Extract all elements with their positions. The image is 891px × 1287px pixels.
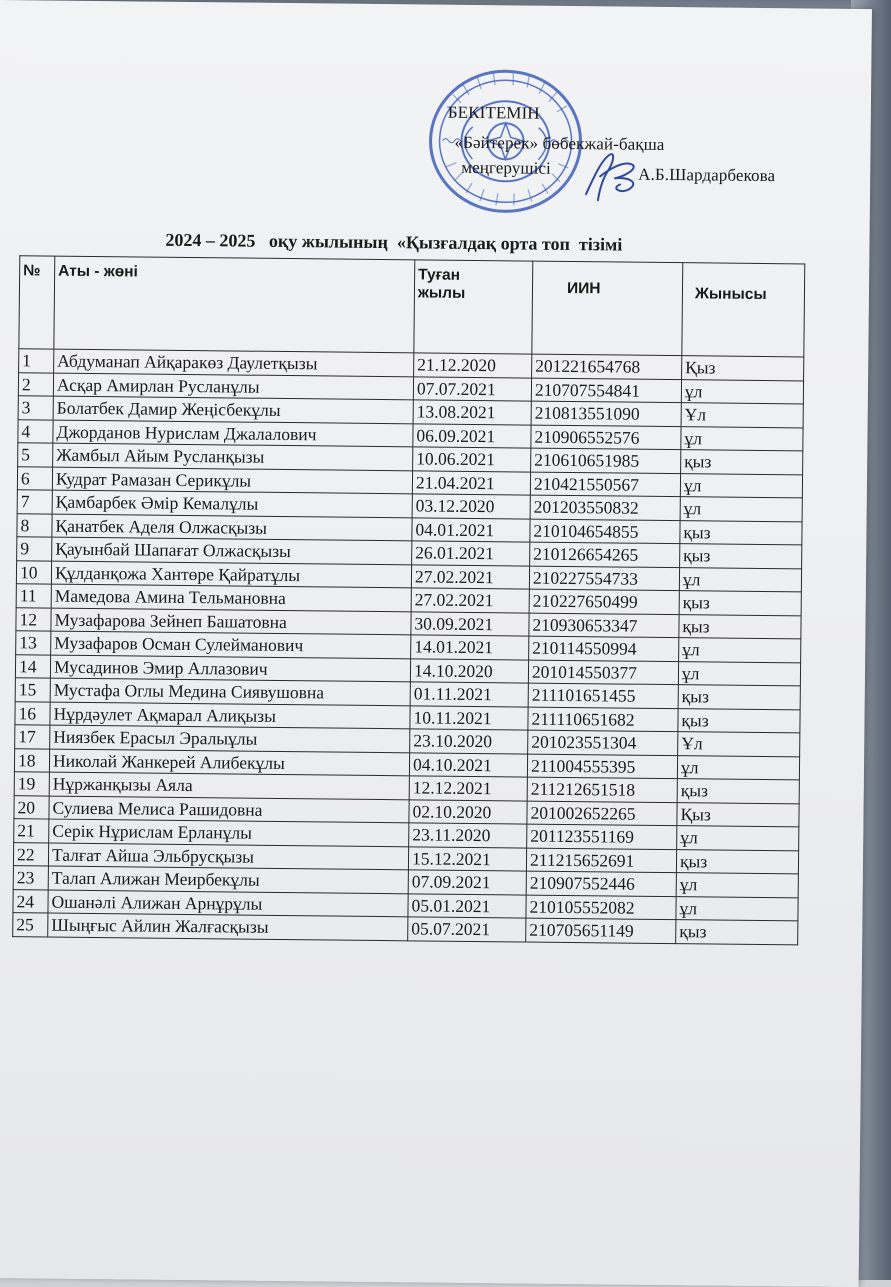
gender: ұл (681, 426, 803, 451)
child-name: Қауынбай Шапағат Олжасқызы (52, 537, 412, 564)
child-name: Асқар Амирлан Русланұлы (53, 373, 413, 400)
birth-date: 05.01.2021 (408, 893, 526, 918)
header-gender (682, 263, 805, 357)
gender: қыз (681, 450, 803, 475)
row-number: 22 (13, 842, 48, 866)
iin-number: 210707554841 (531, 378, 681, 403)
gender: қыз (678, 685, 800, 710)
gender: қыз (678, 708, 800, 733)
header-name: Аты - жөні (54, 256, 415, 353)
birth-date: 14.10.2020 (410, 658, 528, 683)
row-number: 18 (14, 748, 49, 772)
gender: ұл (676, 896, 798, 921)
gender: қыз (680, 544, 802, 569)
gender: Ұл (678, 732, 800, 757)
birth-date: 21.12.2020 (414, 353, 532, 378)
gender: Ұл (681, 403, 803, 428)
birth-date: 01.11.2021 (410, 682, 528, 707)
row-number: 25 (13, 913, 48, 937)
approval-heading: БЕКІТЕМІН (447, 102, 540, 123)
approval-role: меңгерушісі (461, 157, 552, 178)
row-number: 5 (18, 443, 53, 467)
iin-number: 210105552082 (526, 895, 676, 920)
child-name: Қанатбек Аделя Олжасқызы (52, 514, 412, 541)
row-number: 14 (15, 654, 50, 678)
birth-date: 10.06.2021 (413, 447, 531, 472)
iin-number: 201123551169 (527, 824, 677, 849)
child-name: Ошанәлі Алижан Арнұрұлы (48, 890, 408, 917)
birth-date: 07.09.2021 (408, 870, 526, 895)
gender: қыз (677, 779, 799, 804)
iin-number: 210930653347 (529, 613, 679, 638)
iin-number: 210421550567 (530, 472, 680, 497)
row-number: 19 (14, 772, 49, 796)
row-number: 7 (17, 490, 52, 514)
child-name: Талап Алижан Меирбекұлы (48, 866, 408, 893)
gender: Қыз (677, 802, 799, 827)
gender: қыз (676, 920, 798, 945)
iin-number: 211101651455 (528, 683, 678, 708)
gender: қыз (679, 614, 801, 639)
birth-date: 30.09.2021 (411, 611, 529, 636)
iin-number: 210104654855 (530, 519, 680, 544)
birth-date: 06.09.2021 (413, 423, 531, 448)
iin-number: 210907552446 (526, 871, 676, 896)
child-name: Болатбек Дамир Жеңісбекұлы (53, 396, 413, 423)
header-birth-date-line2: жылы (417, 284, 466, 302)
child-name: Музафарова Зейнеп Башатовна (51, 608, 411, 635)
child-name: Сулиева Мелиса Рашидовна (49, 796, 409, 823)
birth-date: 13.08.2021 (413, 400, 531, 425)
birth-date: 04.10.2021 (409, 752, 527, 777)
birth-date: 15.12.2021 (408, 846, 526, 871)
approval-signer: А.Б.Шардарбекова (638, 164, 776, 186)
table-header-row (19, 256, 805, 357)
row-number: 21 (14, 819, 49, 843)
row-number: 1 (19, 349, 54, 373)
iin-number: 201221654768 (532, 354, 682, 379)
children-roster-table (12, 255, 805, 945)
gender: ұл (680, 473, 802, 498)
row-number: 11 (16, 584, 51, 608)
row-number: 15 (15, 678, 50, 702)
iin-number: 201002652265 (527, 801, 677, 826)
child-name: Серік Нұрислам Ерланұлы (49, 819, 409, 846)
child-name: Мустафа Оглы Медина Сиявушовна (50, 678, 410, 705)
document-title: 2024 – 2025 оқу жылының «Қызғалдақ орта топ тізімі (165, 229, 623, 255)
iin-number: 211212651518 (527, 777, 677, 802)
iin-number: 210227554733 (529, 566, 679, 591)
gender: қыз (679, 591, 801, 616)
child-name: Нұрдәулет Ақмарал Алиқызы (50, 702, 410, 729)
child-name: Шыңғыс Айлин Жалғасқызы (48, 913, 408, 940)
child-name: Кудрат Рамазан Серикұлы (52, 467, 412, 494)
iin-number: 210114550994 (529, 636, 679, 661)
gender: қыз (676, 849, 798, 874)
child-name: Талғат Айша Эльбрусқызы (48, 843, 408, 870)
row-number: 4 (18, 419, 53, 443)
table-body (13, 349, 804, 945)
iin-number: 211215652691 (526, 848, 676, 873)
gender: ұл (677, 826, 799, 851)
row-number: 20 (14, 795, 49, 819)
gender: ұл (676, 873, 798, 898)
birth-date: 21.04.2021 (412, 470, 530, 495)
birth-date: 23.11.2020 (409, 823, 527, 848)
row-number: 8 (17, 513, 52, 537)
gender: ұл (678, 661, 800, 686)
iin-number: 201203550832 (530, 495, 680, 520)
birth-date: 23.10.2020 (410, 729, 528, 754)
iin-number: 210126654265 (530, 542, 680, 567)
approval-block (0, 0, 891, 209)
iin-number: 211110651682 (528, 707, 678, 732)
approval-organization: «Бәйтерек» бөбекжай-бақша (454, 132, 665, 154)
gender: ұл (681, 379, 803, 404)
child-name: Қамбарбек Әмір Кемалұлы (52, 490, 412, 517)
header-birth-date-line1: Туған (418, 266, 461, 284)
child-name: Ниязбек Ерасыл Эралыұлы (50, 725, 410, 752)
birth-date: 04.01.2021 (412, 517, 530, 542)
header-gender-label: Жынысы (694, 285, 767, 304)
iin-number: 211004555395 (527, 754, 677, 779)
birth-date: 12.12.2021 (409, 776, 527, 801)
iin-number: 210705651149 (526, 918, 676, 943)
birth-date: 27.02.2021 (411, 588, 529, 613)
birth-date: 05.07.2021 (408, 917, 526, 942)
child-name: Абдуманап Айқаракөз Даулетқызы (54, 349, 414, 376)
row-number: 3 (18, 396, 53, 420)
gender: ұл (679, 567, 801, 592)
birth-date: 07.07.2021 (413, 376, 531, 401)
header-number: № (19, 256, 55, 349)
header-birth-date (414, 260, 533, 354)
birth-date: 14.01.2021 (411, 635, 529, 660)
header-iin-label: ИИН (566, 279, 601, 298)
row-number: 6 (17, 466, 52, 490)
child-name: Джорданов Нурислам Джалалович (53, 420, 413, 447)
row-number: 17 (15, 725, 50, 749)
gender: ұл (680, 497, 802, 522)
row-number: 16 (15, 701, 50, 725)
gender: Қыз (682, 356, 804, 381)
iin-number: 210610651985 (531, 448, 681, 473)
child-name: Жамбыл Айым Русланқызы (53, 443, 413, 470)
child-name: Нұржанқызы Аяла (49, 772, 409, 799)
birth-date: 10.11.2021 (410, 705, 528, 730)
birth-date: 27.02.2021 (411, 564, 529, 589)
child-name: Мамедова Амина Тельмановна (51, 584, 411, 611)
row-number: 12 (16, 607, 51, 631)
row-number: 13 (16, 631, 51, 655)
child-name: Мусадинов Эмир Аллазович (50, 655, 410, 682)
birth-date: 26.01.2021 (412, 541, 530, 566)
birth-date: 02.10.2020 (409, 799, 527, 824)
iin-number: 210906552576 (531, 425, 681, 450)
iin-number: 201014550377 (528, 660, 678, 685)
child-name: Құлданқожа Хантөре Қайратұлы (51, 561, 411, 588)
gender: ұл (679, 638, 801, 663)
gender: қыз (680, 520, 802, 545)
header-iin (532, 261, 683, 356)
row-number: 2 (18, 372, 53, 396)
row-number: 24 (13, 889, 48, 913)
iin-number: 210227650499 (529, 589, 679, 614)
child-name: Николай Жанкерей Алибекұлы (49, 749, 409, 776)
birth-date: 03.12.2020 (412, 494, 530, 519)
iin-number: 210813551090 (531, 401, 681, 426)
iin-number: 201023551304 (528, 730, 678, 755)
row-number: 23 (13, 866, 48, 890)
gender: ұл (677, 755, 799, 780)
child-name: Музафаров Осман Сулейманович (51, 631, 411, 658)
row-number: 10 (16, 560, 51, 584)
row-number: 9 (17, 537, 52, 561)
